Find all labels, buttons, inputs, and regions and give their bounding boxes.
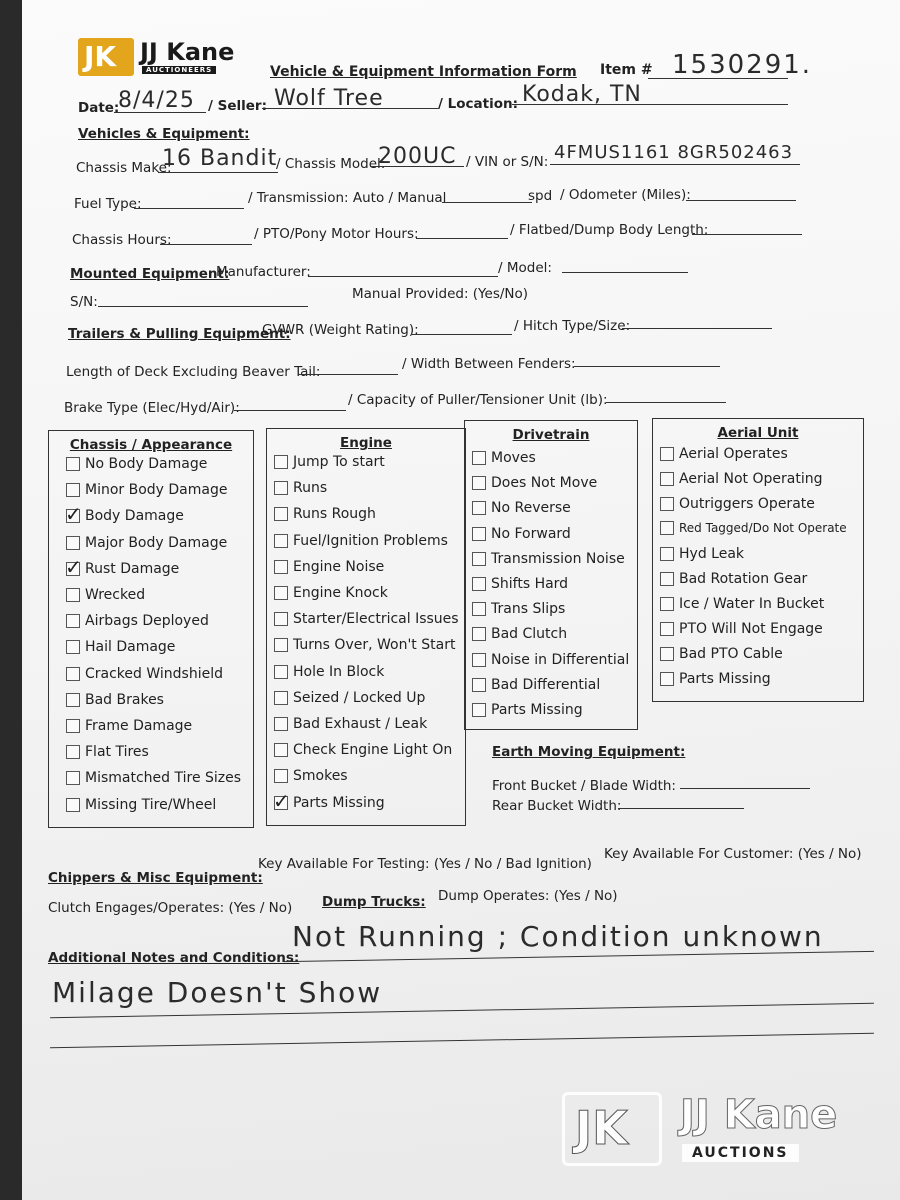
chassis-option-body-damage[interactable] <box>66 508 184 524</box>
deck-length-label: Length of Deck Excluding Beaver Tail: <box>66 364 321 380</box>
hitch-line[interactable] <box>622 328 772 329</box>
spd-label: spd <box>528 188 553 204</box>
checkbox[interactable] <box>66 614 80 628</box>
checkbox-label: Hyd Leak <box>679 546 745 562</box>
checkbox[interactable] <box>660 497 674 511</box>
checkbox[interactable] <box>472 451 486 465</box>
checkbox-label: Moves <box>491 450 536 466</box>
checkbox[interactable] <box>274 560 288 574</box>
item-label: Item # <box>600 62 653 78</box>
aerial-option-aerial-not-operating[interactable] <box>660 471 822 487</box>
checkbox-label: Seized / Locked Up <box>293 689 426 706</box>
item-line <box>648 78 788 79</box>
manufacturer-line[interactable] <box>308 276 498 277</box>
chassis-hours-label: Chassis Hours: <box>72 232 172 248</box>
checkbox-label: Aerial Operates <box>679 446 788 462</box>
checkbox-label: Parts Missing <box>293 794 385 811</box>
engine-option-turns-over-won-t-start[interactable] <box>274 637 455 653</box>
chassis-option-cracked-windshield[interactable] <box>66 666 223 682</box>
checkbox[interactable] <box>274 743 288 757</box>
checkbox-label: Hail Damage <box>85 639 176 656</box>
drivetrain-option-bad-clutch[interactable] <box>472 626 567 642</box>
checkbox[interactable] <box>66 745 80 759</box>
sn-line[interactable] <box>98 306 308 307</box>
checkbox-label: Runs <box>293 480 328 497</box>
drivetrain-option-shifts-hard[interactable] <box>472 576 568 592</box>
aerial-option-hyd-leak[interactable] <box>660 546 744 562</box>
checkbox[interactable] <box>660 672 674 686</box>
checkbox-label: Check Engine Light On <box>293 742 453 759</box>
checkbox[interactable] <box>660 447 674 461</box>
checkbox-label: Engine Knock <box>293 585 388 601</box>
engine-option-engine-knock[interactable] <box>274 585 388 601</box>
location-label: / Location: <box>438 96 518 112</box>
date-label: Date: <box>78 100 120 116</box>
seller-label: / Seller: <box>208 98 267 114</box>
checkbox[interactable] <box>66 457 80 471</box>
checkbox[interactable] <box>274 507 288 521</box>
aerial-option-bad-rotation-gear[interactable] <box>660 571 807 587</box>
checkbox-label: Rust Damage <box>85 560 180 577</box>
checkbox-checked[interactable] <box>274 796 288 810</box>
checkbox-label: Red Tagged/Do Not Operate <box>679 521 847 535</box>
chassis-option-no-body-damage[interactable] <box>66 456 207 472</box>
flatbed-line[interactable] <box>692 234 802 235</box>
jj-kane-logo <box>78 38 278 78</box>
checkbox-label: Bad Exhaust / Leak <box>293 716 428 732</box>
checkbox[interactable] <box>660 647 674 661</box>
engine-option-starter-electrical-issues[interactable] <box>274 611 459 627</box>
checkbox-label: Bad Brakes <box>85 691 164 708</box>
form-title: Vehicle & Equipment Information Form <box>270 64 577 80</box>
checkbox-label: Engine Noise <box>293 558 385 575</box>
checkbox[interactable] <box>660 597 674 611</box>
fuel-label: Fuel Type: <box>74 196 142 212</box>
checkbox[interactable] <box>66 536 80 550</box>
deck-length-line[interactable] <box>298 374 398 375</box>
checkbox[interactable] <box>274 769 288 783</box>
capacity-line[interactable] <box>606 402 726 403</box>
checkbox[interactable] <box>274 638 288 652</box>
location-value: Kodak, TN <box>522 82 642 107</box>
checkbox-checked[interactable] <box>66 509 80 523</box>
checkbox-label: Bad Differential <box>491 676 601 693</box>
hitch-label: / Hitch Type/Size: <box>514 318 631 334</box>
drivetrain-option-parts-missing[interactable] <box>472 702 583 718</box>
checkbox[interactable] <box>66 667 80 681</box>
sn-label: S/N: <box>70 294 98 310</box>
chassis-option-missing-tire-wheel[interactable] <box>66 797 216 813</box>
logo-sub: AUCTIONEERS <box>142 66 216 74</box>
chassis-option-rust-damage[interactable] <box>66 561 179 577</box>
engine-option-smokes[interactable] <box>274 768 348 784</box>
checkbox-label: Smokes <box>293 768 348 785</box>
manual-provided-label: Manual Provided: (Yes/No) <box>352 286 529 302</box>
checkbox[interactable] <box>274 481 288 495</box>
notes-line-3[interactable] <box>50 1033 874 1048</box>
fender-width-line[interactable] <box>574 366 720 367</box>
aerial-option-pto-will-not-engage[interactable] <box>660 621 823 637</box>
checkbox[interactable] <box>66 719 80 733</box>
engine-option-hole-in-block[interactable] <box>274 664 384 680</box>
chassis-option-flat-tires[interactable] <box>66 744 149 760</box>
checkbox-label: Flat Tires <box>85 744 149 761</box>
checkbox-label: Transmission Noise <box>491 550 625 567</box>
checkbox[interactable] <box>472 552 486 566</box>
vin-value: 4FMUS1161 8GR502463 <box>554 142 794 163</box>
chassis-make-label: Chassis Make: <box>76 160 172 176</box>
date-line[interactable] <box>114 112 206 113</box>
chassis-option-frame-damage[interactable] <box>66 718 192 734</box>
checkbox-checked[interactable] <box>66 562 80 576</box>
checkbox-label: Bad Clutch <box>491 626 568 643</box>
engine-option-fuel-ignition-problems[interactable] <box>274 533 448 549</box>
checkbox[interactable] <box>660 622 674 636</box>
checkbox[interactable] <box>66 588 80 602</box>
vin-label: / VIN or S/N: <box>466 154 549 170</box>
notes-line2: Milage Doesn't Show <box>52 976 383 1009</box>
earth-moving-heading: Earth Moving Equipment: <box>492 744 686 760</box>
chassis-option-bad-brakes[interactable] <box>66 692 164 708</box>
chassis-option-major-body-damage[interactable] <box>66 535 227 551</box>
transmission-line[interactable] <box>442 202 532 203</box>
checkbox-label: Ice / Water In Bucket <box>679 596 825 612</box>
key-customer-text: Key Available For Customer: (Yes / No) <box>604 846 862 862</box>
engine-option-runs-rough[interactable] <box>274 506 376 522</box>
checkbox-label: PTO Will Not Engage <box>679 621 823 637</box>
checkbox[interactable] <box>274 534 288 548</box>
checkbox-label: Parts Missing <box>491 702 583 718</box>
aerial-option-bad-pto-cable[interactable] <box>660 646 783 662</box>
capacity-label: / Capacity of Puller/Tensioner Unit (lb): <box>348 392 608 408</box>
drivetrain-option-no-forward[interactable] <box>472 526 571 542</box>
chassis-hours-line[interactable] <box>160 244 252 245</box>
checkbox[interactable] <box>472 577 486 591</box>
checkbox-label: Airbags Deployed <box>85 613 209 630</box>
clutch-text: Clutch Engages/Operates: (Yes / No) <box>48 900 293 916</box>
aerial-option-ice-water-in-bucket[interactable] <box>660 596 824 612</box>
checkbox[interactable] <box>66 640 80 654</box>
checkbox-label: Hole In Block <box>293 663 385 680</box>
checkbox-label: Wrecked <box>85 587 146 603</box>
gvwr-line[interactable] <box>412 334 512 335</box>
checkbox[interactable] <box>472 602 486 616</box>
drivetrain-option-bad-differential[interactable] <box>472 677 600 693</box>
engine-option-parts-missing[interactable] <box>274 795 385 811</box>
checkbox[interactable] <box>274 455 288 469</box>
pto-hours-line[interactable] <box>416 238 508 239</box>
checkbox[interactable] <box>472 703 486 717</box>
rear-bucket-label: Rear Bucket Width: <box>492 798 622 814</box>
drivetrain-option-does-not-move[interactable] <box>472 475 597 491</box>
checkbox[interactable] <box>472 653 486 667</box>
engine-option-runs[interactable] <box>274 480 327 496</box>
aerial-option-red-tagged-do-not-operate[interactable] <box>660 521 847 535</box>
checkbox-label: Jump To start <box>293 454 385 470</box>
rear-bucket-line[interactable] <box>618 808 744 809</box>
checkbox-label: No Forward <box>491 525 571 542</box>
vin-line[interactable] <box>550 164 800 165</box>
watermark-brand: JJ Kane <box>680 1092 838 1138</box>
checkbox-label: Frame Damage <box>85 718 193 734</box>
fuel-line[interactable] <box>134 208 244 209</box>
checkbox-label: Turns Over, Won't Start <box>293 637 456 654</box>
mounted-model-label: / Model: <box>498 260 552 276</box>
notes-label: Additional Notes and Conditions: <box>48 950 300 966</box>
brake-type-label: Brake Type (Elec/Hyd/Air): <box>64 400 240 416</box>
dump-operates-text: Dump Operates: (Yes / No) <box>438 888 618 904</box>
engine-option-engine-noise[interactable] <box>274 559 384 575</box>
chassis-option-mismatched-tire-sizes[interactable] <box>66 770 241 786</box>
transmission-label: / Transmission: Auto / Manual <box>248 190 447 206</box>
engine-option-jump-to-start[interactable] <box>274 454 385 470</box>
checkbox-label: Starter/Electrical Issues <box>293 611 459 628</box>
checkbox[interactable] <box>66 771 80 785</box>
checkbox-label: Noise in Differential <box>491 651 630 668</box>
dump-trucks-heading: Dump Trucks: <box>322 894 426 910</box>
jj-kane-watermark <box>562 1092 882 1172</box>
watermark-sub: AUCTIONS <box>682 1144 799 1162</box>
manufacturer-label: Manufacturer: <box>216 264 311 280</box>
gvwr-label: GVWR (Weight Rating): <box>262 322 419 338</box>
aerial-option-aerial-operates[interactable] <box>660 446 788 462</box>
checkbox[interactable] <box>66 483 80 497</box>
checkbox-label: No Reverse <box>491 500 571 517</box>
notes-line1: Not Running ; Condition unknown <box>292 920 824 953</box>
key-testing-text: Key Available For Testing: (Yes / No / Bad Ignition) <box>258 856 592 872</box>
checkbox[interactable] <box>274 612 288 626</box>
checkbox-label: Bad PTO Cable <box>679 646 783 662</box>
watermark-jk-icon: JK <box>562 1092 662 1166</box>
front-bucket-label: Front Bucket / Blade Width: <box>492 778 676 794</box>
checkbox-label: Parts Missing <box>679 671 771 687</box>
front-bucket-line[interactable] <box>680 788 810 789</box>
chassis-option-airbags-deployed[interactable] <box>66 613 209 629</box>
engine-title: Engine <box>340 435 392 451</box>
checkbox-label: Outriggers Operate <box>679 496 815 512</box>
checkbox[interactable] <box>472 501 486 515</box>
drivetrain-option-trans-slips[interactable] <box>472 601 565 617</box>
chassis-make-line[interactable] <box>158 172 278 173</box>
drivetrain-option-moves[interactable] <box>472 450 536 466</box>
aerial-unit-title: Aerial Unit <box>717 425 799 441</box>
chassis-make-value: 16 Bandit <box>162 146 278 171</box>
checkbox-label: Minor Body Damage <box>85 482 228 499</box>
chassis-option-hail-damage[interactable] <box>66 639 175 655</box>
chippers-heading: Chippers & Misc Equipment: <box>48 870 263 886</box>
brake-type-line[interactable] <box>234 410 346 411</box>
engine-option-check-engine-light-on[interactable] <box>274 742 452 758</box>
chassis-model-line[interactable] <box>370 166 464 167</box>
checkbox[interactable] <box>660 521 674 535</box>
checkbox-label: Bad Rotation Gear <box>679 571 808 587</box>
checkbox[interactable] <box>66 798 80 812</box>
drivetrain-option-transmission-noise[interactable] <box>472 551 625 567</box>
odometer-line[interactable] <box>686 200 796 201</box>
checkbox-label: Fuel/Ignition Problems <box>293 532 448 549</box>
pto-hours-label: / PTO/Pony Motor Hours: <box>254 226 419 242</box>
checkbox[interactable] <box>274 586 288 600</box>
location-line[interactable] <box>512 104 788 105</box>
checkbox[interactable] <box>472 627 486 641</box>
aerial-option-parts-missing[interactable] <box>660 671 771 687</box>
aerial-option-outriggers-operate[interactable] <box>660 496 815 512</box>
checkbox-label: Body Damage <box>85 508 184 525</box>
chassis-model-value: 200UC <box>378 144 457 169</box>
drivetrain-option-no-reverse[interactable] <box>472 500 571 516</box>
checkbox[interactable] <box>472 476 486 490</box>
jk-logo-icon: JK <box>78 38 134 76</box>
checkbox-label: Missing Tire/Wheel <box>85 796 217 813</box>
checkbox[interactable] <box>660 547 674 561</box>
checkbox-label: Major Body Damage <box>85 534 228 551</box>
engine-option-seized-locked-up[interactable] <box>274 690 425 706</box>
seller-value: Wolf Tree <box>274 86 384 111</box>
checkbox[interactable] <box>274 717 288 731</box>
item-value: 1530291. <box>672 50 813 80</box>
drivetrain-title: Drivetrain <box>512 427 590 443</box>
chassis-appearance-title: Chassis / Appearance <box>69 437 233 453</box>
seller-line[interactable] <box>262 108 438 109</box>
trailers-heading: Trailers & Pulling Equipment: <box>68 326 291 342</box>
checkbox-label: No Body Damage <box>85 456 208 472</box>
vehicles-heading: Vehicles & Equipment: <box>78 126 250 142</box>
mounted-model-line[interactable] <box>562 272 688 273</box>
checkbox-label: Cracked Windshield <box>85 665 223 682</box>
form-sheet <box>22 0 900 1200</box>
date-value: 8/4/25 <box>118 88 195 113</box>
flatbed-label: / Flatbed/Dump Body Length: <box>510 222 709 238</box>
chassis-option-minor-body-damage[interactable] <box>66 482 227 498</box>
chassis-model-label: / Chassis Model: <box>276 156 386 172</box>
checkbox[interactable] <box>274 691 288 705</box>
fender-width-label: / Width Between Fenders: <box>402 356 576 372</box>
drivetrain-option-noise-in-differential[interactable] <box>472 652 629 668</box>
checkbox-label: Trans Slips <box>491 601 566 618</box>
checkbox-label: Mismatched Tire Sizes <box>85 770 242 787</box>
logo-brand: JJ Kane <box>140 38 235 66</box>
chassis-option-wrecked[interactable] <box>66 587 145 603</box>
odometer-label: / Odometer (Miles): <box>560 187 691 203</box>
checkbox[interactable] <box>660 572 674 586</box>
engine-option-bad-exhaust-leak[interactable] <box>274 716 427 732</box>
mounted-heading: Mounted Equipment: <box>70 266 230 282</box>
checkbox[interactable] <box>472 678 486 692</box>
checkbox-label: Shifts Hard <box>491 576 569 592</box>
checkbox-label: Does Not Move <box>491 475 598 492</box>
checkbox[interactable] <box>660 472 674 486</box>
checkbox-label: Runs Rough <box>293 506 376 523</box>
checkbox[interactable] <box>274 665 288 679</box>
checkbox[interactable] <box>66 693 80 707</box>
checkbox[interactable] <box>472 527 486 541</box>
checkbox-label: Aerial Not Operating <box>679 471 823 487</box>
